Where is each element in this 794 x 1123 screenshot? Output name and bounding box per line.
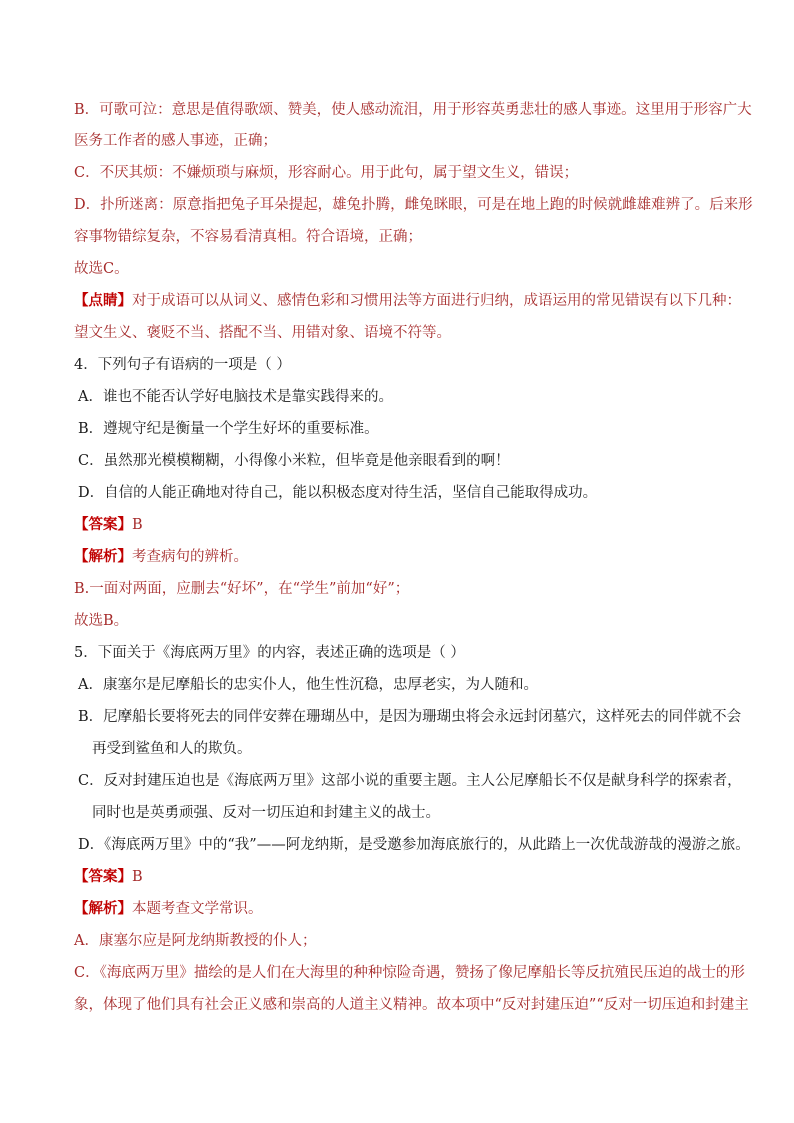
answer-value: B [132, 869, 143, 885]
question-5-option-a: A．康塞尔是尼摩船长的忠实仆人，他生性沉稳，忠厚老实，为人随和。 [78, 677, 538, 693]
question-5-stem: 5．下面关于《海底两万里》的内容，表述正确的选项是（ ） [74, 645, 465, 661]
conclusion-q3: 故选C。 [74, 261, 129, 277]
analysis-text: 本题考查文学常识。 [132, 901, 263, 917]
answer-tag: 【答案】 [74, 868, 132, 885]
question-5-option-d: D．《海底两万里》中的“我”——阿龙纳斯，是受邀参加海底旅行的，从此踏上一次优哉游哉的漫游之旅。 [78, 837, 750, 853]
question-4-option-b: B．遵规守纪是衡量一个学生好坏的重要标准。 [78, 421, 379, 437]
question-5-analysis-c-line-2: 象，体现了他们具有社会正义感和崇高的人道主义精神。故本项中“反对封建压迫”“反对一切压迫和封建主 [74, 997, 749, 1013]
question-5-option-c-line-1: C．反对封建压迫也是《海底两万里》这部小说的重要主题。主人公尼摩船长不仅是献身科学的探索者， [78, 773, 742, 789]
analysis-option-d-line-2: 容事物错综复杂，不容易看清真相。符合语境，正确； [74, 229, 422, 245]
answer-tag: 【答案】 [74, 516, 132, 533]
question-4-analysis-detail: B.一面对两面，应删去“好坏”，在“学生”前加“好”； [74, 581, 410, 597]
question-5-option-b-line-2: 再受到鲨鱼和人的欺负。 [92, 741, 252, 757]
answer-value: B [132, 517, 143, 533]
analysis-text: 考查病句的辨析。 [132, 549, 248, 565]
question-4-answer [74, 515, 734, 535]
question-4-option-c: C．虽然那光模模糊糊，小得像小米粒，但毕竟是他亲眼看到的啊！ [78, 453, 510, 469]
tip-paragraph-line-2: 望文生义、褒贬不当、搭配不当、用错对象、语境不符等。 [74, 325, 451, 341]
analysis-tag: 【解析】 [74, 900, 132, 917]
question-5-option-c-line-2: 同时也是英勇顽强、反对一切压迫和封建主义的战士。 [92, 805, 440, 821]
analysis-option-c: C．不厌其烦：不嫌烦琐与麻烦，形容耐心。用于此句，属于望文生义，错误； [74, 165, 579, 181]
question-4-option-d: D．自信的人能正确地对待自己，能以积极态度对待生活，坚信自己能取得成功。 [78, 485, 598, 501]
tip-tag: 【点睛】 [74, 292, 132, 309]
analysis-option-b-line-2: 医务工作者的感人事迹，正确； [74, 133, 277, 149]
question-5-analysis [74, 899, 734, 919]
question-5-analysis-a: A．康塞尔应是阿龙纳斯教授的仆人； [74, 933, 317, 949]
question-5-answer [74, 867, 734, 887]
tip-text: 对于成语可以从词义、感情色彩和习惯用法等方面进行归纳，成语运用的常见错误有以下几种： [132, 293, 741, 309]
question-4-stem: 4．下列句子有语病的一项是（ ） [74, 357, 291, 373]
question-4-analysis [74, 547, 734, 567]
question-4-conclusion: 故选B。 [74, 613, 129, 629]
analysis-option-b-line-1: B．可歌可泣：意思是值得歌颂、赞美，使人感动流泪，用于形容英勇悲壮的感人事迹。这里用于形容广大 [74, 102, 752, 118]
analysis-tag: 【解析】 [74, 548, 132, 565]
question-5-option-b-line-1: B．尼摩船长要将死去的同伴安葬在珊瑚丛中，是因为珊瑚虫将会永远封闭墓穴，这样死去的同伴就不会 [78, 709, 742, 725]
question-4-option-a: A．谁也不能否认学好电脑技术是靠实践得来的。 [78, 389, 393, 405]
question-5-analysis-c-line-1: C．《海底两万里》描绘的是人们在大海里的种种惊险奇遇，赞扬了像尼摩船长等反抗殖民压迫的战士的形 [74, 965, 745, 981]
analysis-option-d-line-1: D．扑所迷离：原意指把兔子耳朵提起，雄兔扑腾，雌兔眯眼，可是在地上跑的时候就雌雄难辨了。后来形 [74, 197, 753, 213]
tip-paragraph-line-1 [74, 291, 741, 311]
